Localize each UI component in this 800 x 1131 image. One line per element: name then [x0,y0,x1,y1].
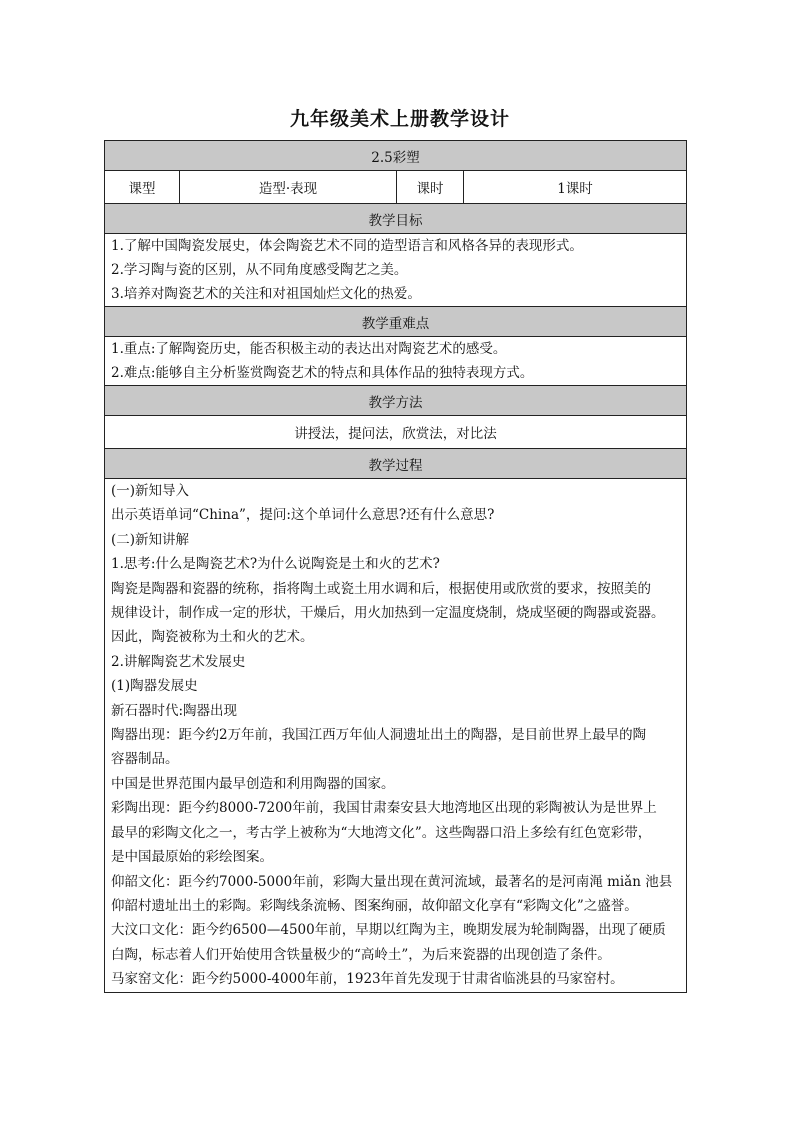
process-line: 是中国最原始的彩绘图案。 [111,849,273,866]
goal-line: 2.学习陶与瓷的区别，从不同角度感受陶艺之美。 [111,262,408,278]
process-content [105,479,687,993]
process-line: 陶器出现：距今约2万年前，我国江西万年仙人洞遗址出土的陶器，是目前世界上最早的陶 [111,727,647,744]
key-points-heading-row [105,307,687,337]
process-line: 仰韶文化：距今约7000-5000年前，彩陶大量出现在黄河流域，最著名的是河南渑 miǎn 池县 [111,873,673,890]
goal-line: 1.了解中国陶瓷发展史，体会陶瓷艺术不同的造型语言和风格各异的表现形式。 [111,238,583,254]
meta-row [105,171,687,204]
methods-heading: 教学方法 [105,386,687,416]
process-line: (二)新知讲解 [111,531,190,548]
key-points-content [105,337,687,386]
process-line: 1.思考:什么是陶瓷艺术?为什么说陶瓷是土和火的艺术? [111,556,440,573]
process-line: (一)新知导入 [111,483,190,499]
process-line: 白陶，标志着人们开始使用含铁量极少的“高岭土”，为后来瓷器的出现创造了条件。 [111,946,611,963]
process-line: 规律设计，制作成一定的形状，干燥后，用火加热到一定温度烧制，烧成坚硬的陶器或瓷器。 [111,605,665,622]
process-line: 容器制品。 [111,751,179,768]
goals-content-row [105,234,687,307]
process-line: 新石器时代:陶器出现 [111,702,238,719]
process-line: 陶瓷是陶器和瓷器的统称，指将陶土或瓷土用水调和后，根据使用或欣赏的要求，按照美的 [111,580,651,597]
process-heading-row [105,449,687,479]
process-content-row [105,479,687,993]
key-points-content-row [105,337,687,386]
goals-content [105,234,687,307]
goal-line: 3.培养对陶瓷艺术的关注和对祖国灿烂文化的热爱。 [111,286,421,302]
process-line: 出示英语单词“China”，提问:这个单词什么意思?还有什么意思? [111,507,495,524]
process-line: 2.讲解陶瓷艺术发展史 [111,653,246,670]
lesson-type-label: 课型 [105,171,180,204]
class-hours-label: 课时 [397,171,464,204]
key-point-line: 1.重点:了解陶瓷历史，能否积极主动的表达出对陶瓷艺术的感受。 [111,341,507,357]
goals-heading: 教学目标 [105,204,687,234]
methods-heading-row [105,386,687,416]
process-line: 最早的彩陶文化之一，考古学上被称为“大地湾文化”。这些陶器口沿上多绘有红色宽彩带， [111,824,652,841]
lesson-type-value: 造型·表现 [180,171,397,204]
process-line: 马家窑文化：距今约5000-4000年前，1923年首先发现于甘肃省临洮县的马家窑村。 [111,971,624,988]
goals-heading-row [105,204,687,234]
process-line: 中国是世界范围内最早创造和利用陶器的国家。 [111,775,395,792]
process-line: 彩陶出现：距今约8000-7200年前，我国甘肃秦安县大地湾地区出现的彩陶被认为是世界上 [111,800,657,817]
process-line: 大汶口文化：距今约6500—4500年前，早期以红陶为主，晚期发展为轮制陶器，出现了硬质 [111,922,666,939]
key-point-line: 2.难点:能够自主分析鉴赏陶瓷艺术的特点和具体作品的独特表现方式。 [111,365,534,381]
process-line: (1)陶器发展史 [111,678,198,695]
process-line: 因此，陶瓷被称为土和火的艺术。 [111,629,314,646]
class-hours-value: 1课时 [464,171,687,204]
document-title: 九年级美术上册教学设计 [289,108,510,130]
methods-content-row [105,416,687,449]
lesson-title: 2.5彩塑 [105,141,687,171]
process-line: 仰韶村遗址出土的彩陶。彩陶线条流畅、图案绚丽，故仰韶文化享有“彩陶文化”之盛誉。 [111,897,638,914]
process-heading: 教学过程 [105,449,687,479]
methods-content: 讲授法，提问法，欣赏法，对比法 [105,416,687,449]
lesson-plan-table [104,140,687,993]
lesson-title-row [105,141,687,171]
key-points-heading: 教学重难点 [105,307,687,337]
